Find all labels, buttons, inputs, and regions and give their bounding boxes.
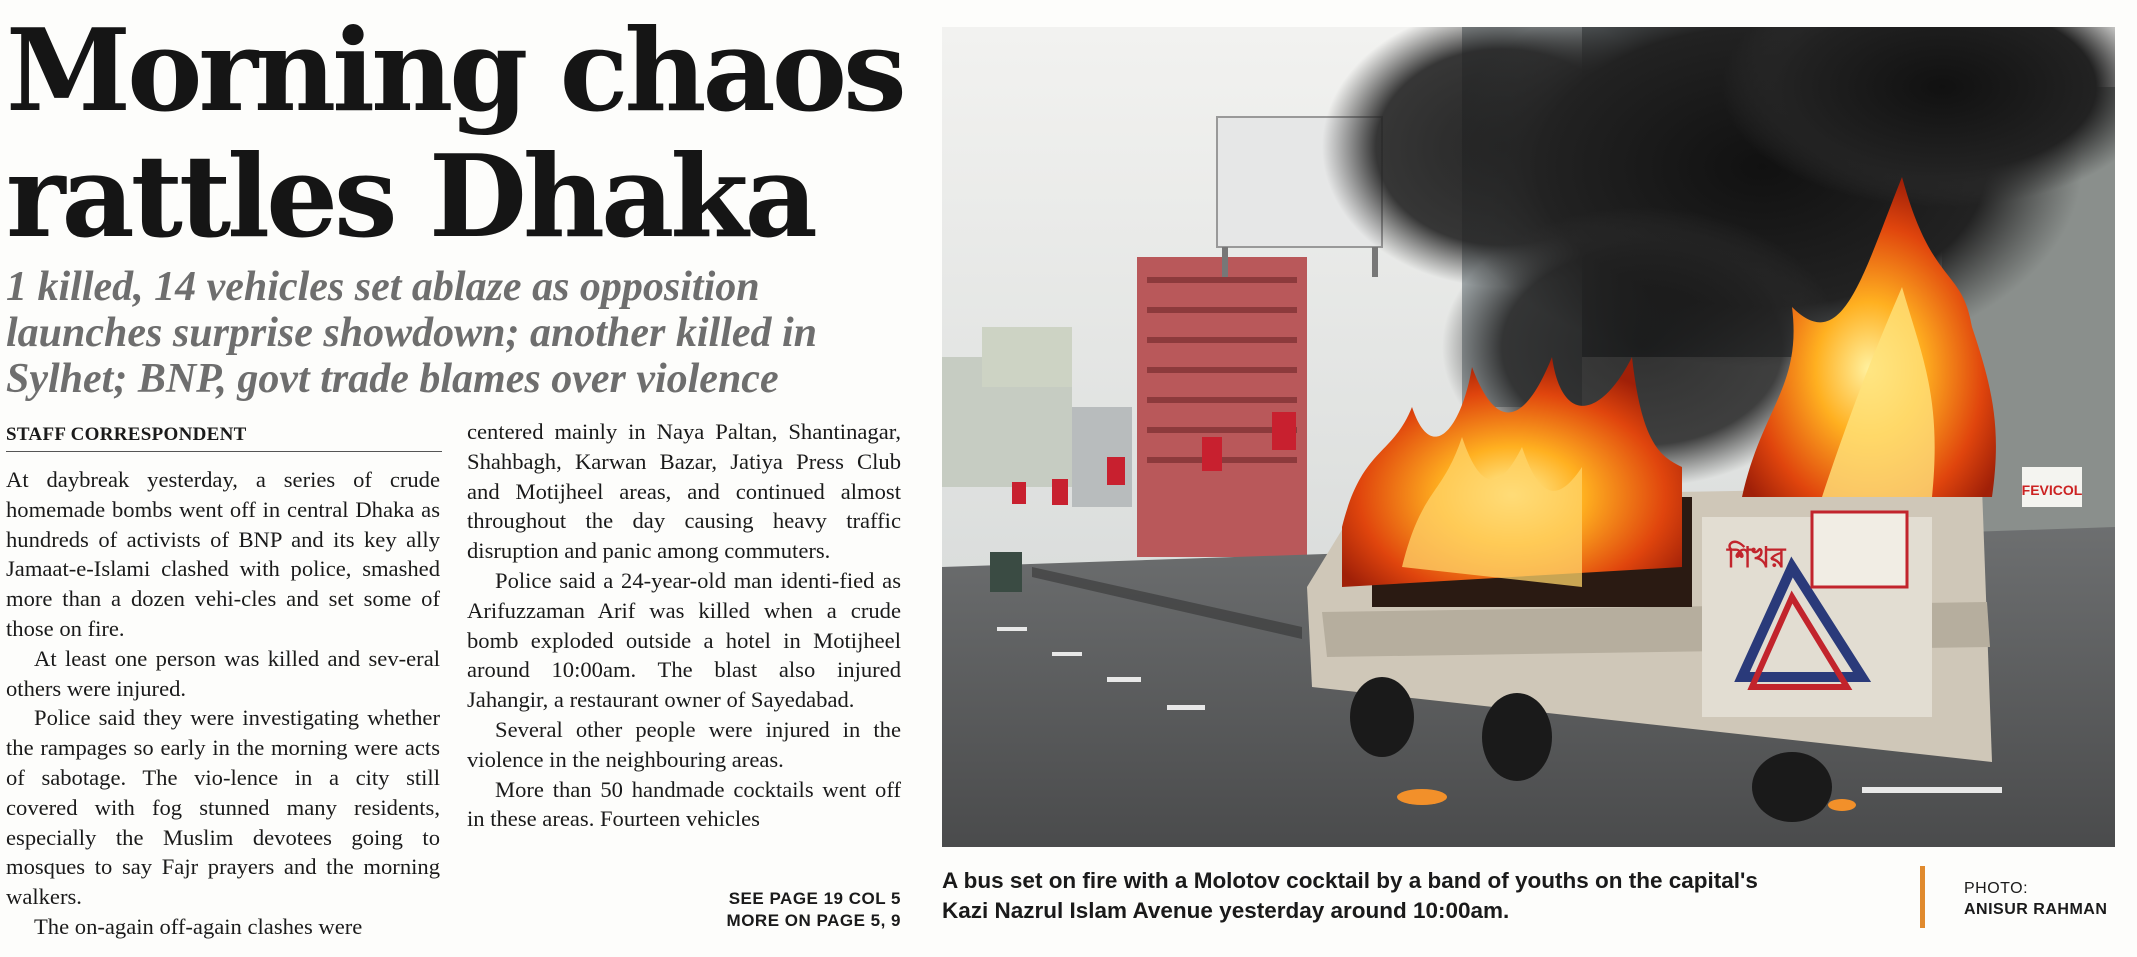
article-column-1 (6, 465, 440, 942)
see-page-link[interactable]: SEE PAGE 19 COL 5 (728, 889, 901, 908)
article-column-2 (467, 417, 901, 834)
paragraph: At least one person was killed and sev-eral others were injured. (6, 645, 440, 701)
photo-caption: A bus set on fire with a Molotov cocktail by a band of youths on the capital's Kazi Nazrul Islam Avenue yesterday around 10:00am. (942, 868, 1758, 923)
more-on-page-link[interactable]: MORE ON PAGE 5, 9 (726, 911, 901, 930)
bus-sign: শিখর (1727, 541, 1786, 574)
burning-bus-photo (942, 27, 2115, 847)
paragraph: centered mainly in Naya Paltan, Shantinagar, Shahbagh, Karwan Bazar, Jatiya Press Club and Motijheel areas, and continued almost throughout the day causing heavy traffic disruption and panic among commuters. (467, 419, 901, 564)
paragraph: Police said a 24-year-old man identi-fied as Arifuzzaman Arif was killed when a crude bomb exploded outside a hotel in Motijheel around 10:00am. The blast also injured Jahangir, a restaurant owner of Sayedabad. (467, 567, 901, 713)
jump-reference (727, 888, 901, 932)
byline: STAFF CORRESPONDENT (6, 424, 442, 452)
subheadline: 1 killed, 14 vehicles set ablaze as opposition launches surprise showdown; another killed in Sylhet; BNP, govt trade blames over violence (6, 264, 818, 402)
paragraph: At daybreak yesterday, a series of crude homemade bombs went off in central Dhaka as hundreds of activists of BNP and its key ally Jamaat-e-Islami clashed with police, smashed more than a dozen vehi-cles and set some of those on fire. (6, 467, 440, 641)
paragraph: Police said they were investigating whether the rampages so early in the morning were acts of sabotage. The vio-lence in a city still covered with fog stunned many residents, especially the Muslim devotees going to mosques to say Fajr prayers and the morning walkers. (6, 705, 440, 910)
paragraph: More than 50 handmade cocktails went off in these areas. Fourteen vehicles (467, 776, 901, 832)
credit-label: PHOTO: (1964, 880, 2029, 897)
headline-line-1: Morning chaos (6, 4, 903, 137)
credit-name: ANISUR RAHMAN (1964, 901, 2108, 918)
photo-credit (1964, 878, 2107, 920)
headline (6, 4, 906, 263)
shop-sign: FEVICOL (2021, 482, 2083, 498)
credit-divider (1920, 866, 1925, 928)
paragraph: The on-again off-again clashes were (34, 913, 363, 939)
headline-line-2: rattles Dhaka (6, 130, 814, 263)
paragraph: Several other people were injured in the violence in the neighbouring areas. (467, 716, 901, 772)
